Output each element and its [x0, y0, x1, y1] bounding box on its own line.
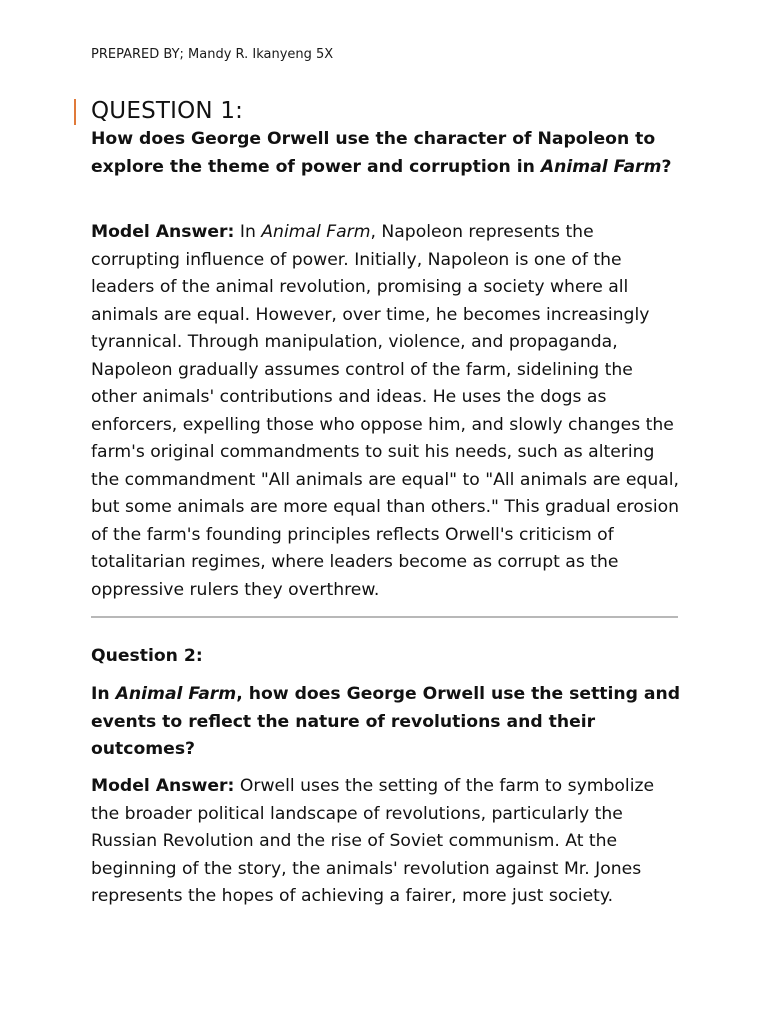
prepared-by-line: PREPARED BY; Mandy R. Ikanyeng 5X — [91, 47, 334, 62]
question1-prompt-text: How does George Orwell use the character of Napoleon to explore the theme of power and corruption in — [91, 129, 656, 177]
question1-heading: QUESTION 1: — [91, 98, 244, 124]
question2-prompt-rest: , how does George Orwell use the setting and events to reflect the nature of revolutions and their outcomes? — [91, 684, 681, 759]
question1-answer-label: Model Answer: — [91, 222, 235, 242]
question2-answer-label: Model Answer: — [91, 776, 235, 796]
heading-accent-bar — [74, 99, 76, 125]
question2-prompt-lead: In — [91, 684, 116, 704]
question1-answer-body: , Napoleon represents the corrupting influence of power. Initially, Napoleon is one of the leaders of the animal revolution, promising a society where all animals are equal. However, over time, he becomes increasingly tyrannical. Through manipulation, violence, and propaganda, Napoleon gradually assumes control of the farm, sidelining the other animals' contributions and ideas. He uses the dogs as enforcers, expelling those who oppose him, and slowly changes the farm's original commandments to suit his needs, such as altering the commandment "All animals are equal" to "All animals are equal, but some animals are more equal than others." This gradual erosion of the farm's founding principles reflects Orwell's criticism of totalitarian regimes, where leaders become as corrupt as the oppressive rulers they overthrew. — [91, 222, 679, 600]
section-divider — [91, 616, 678, 618]
question2-heading-text: Question 2: — [91, 646, 203, 666]
question2-heading — [91, 643, 681, 671]
question2-answer-body: Orwell uses the setting of the farm to symbolize the broader political landscape of revolutions, particularly the Russian Revolution and the rise of Soviet communism. At the beginning of the story, the animals' revolution against Mr. Jones represents the hopes of achieving a fairer, more just society. — [91, 776, 655, 906]
question1-prompt-end: ? — [661, 156, 672, 177]
question2-prompt — [91, 681, 681, 764]
question1-prompt-title: Animal Farm — [540, 156, 662, 177]
question1-prompt — [91, 126, 681, 181]
question1-answer-title: Animal Farm — [261, 222, 371, 242]
question2-answer — [91, 773, 681, 911]
question1-answer — [91, 219, 681, 604]
question1-answer-lead: In — [234, 222, 262, 242]
question2-prompt-title: Animal Farm — [115, 684, 237, 704]
